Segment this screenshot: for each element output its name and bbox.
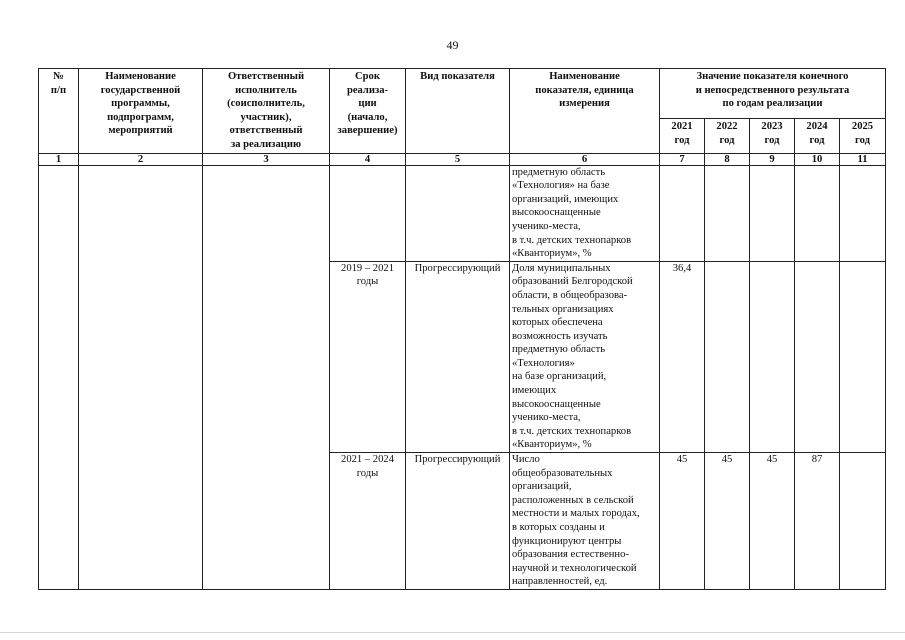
cell-responsible <box>203 165 330 589</box>
cell-period <box>330 165 406 261</box>
cell-indicator-type: Прогрессирующий <box>406 261 510 452</box>
column-number: 6 <box>510 153 660 165</box>
column-number: 8 <box>705 153 750 165</box>
header-indicator-type: Вид показателя <box>406 69 510 154</box>
cell-value <box>705 261 750 452</box>
header-year: 2023 год <box>750 119 795 154</box>
cell-value <box>840 261 886 452</box>
header-year: 2025 год <box>840 119 886 154</box>
header-year: 2024 год <box>795 119 840 154</box>
column-number: 4 <box>330 153 406 165</box>
header-period: Срок реализа- ции (начало, завершение) <box>330 69 406 154</box>
cell-value <box>750 261 795 452</box>
table-row <box>39 165 886 261</box>
cell-value <box>795 261 840 452</box>
cell-value <box>795 165 840 261</box>
header-responsible: Ответственный исполнитель (соисполнитель, участник), ответственный за реализацию <box>203 69 330 154</box>
header-program-name: Наименование государственной программы, подпрограмм, мероприятий <box>79 69 203 154</box>
cell-value <box>840 165 886 261</box>
scan-edge-line <box>0 632 905 633</box>
cell-value: 36,4 <box>660 261 705 452</box>
column-number: 5 <box>406 153 510 165</box>
indicators-table <box>38 68 886 590</box>
cell-period: 2019 – 2021 годы <box>330 261 406 452</box>
cell-indicator-name: предметную область «Технология» на базе организаций, имеющих высокооснащенные ученико-места, в т.ч. детских технопарков «Кванториум», % <box>510 165 660 261</box>
header-indicator-name: Наименование показателя, единица измерения <box>510 69 660 154</box>
cell-indicator-type <box>406 165 510 261</box>
column-number: 1 <box>39 153 79 165</box>
cell-value <box>840 453 886 590</box>
cell-value <box>750 165 795 261</box>
header-row <box>39 69 886 119</box>
column-number: 10 <box>795 153 840 165</box>
cell-period: 2021 – 2024 годы <box>330 453 406 590</box>
cell-program-name <box>79 165 203 589</box>
cell-indicator-type: Прогрессирующий <box>406 453 510 590</box>
header-values-group: Значение показателя конечного и непосредственного результата по годам реализации <box>660 69 886 119</box>
header-year: 2022 год <box>705 119 750 154</box>
cell-number <box>39 165 79 589</box>
cell-value: 45 <box>660 453 705 590</box>
column-number: 9 <box>750 153 795 165</box>
cell-value <box>705 165 750 261</box>
column-numbers-row <box>39 153 886 165</box>
cell-value: 45 <box>705 453 750 590</box>
column-number: 11 <box>840 153 886 165</box>
cell-value <box>660 165 705 261</box>
cell-indicator-name: Доля муниципальных образований Белгородской области, в общеобразова- тельных организациях которых обеспечена возможность изучать предметную область «Технология» на базе организаций, имеющих высокооснащенные ученико-места, в т.ч. детских технопарков «Кванториум», % <box>510 261 660 452</box>
column-number: 7 <box>660 153 705 165</box>
page-number: 49 <box>446 38 459 52</box>
column-number: 3 <box>203 153 330 165</box>
header-year: 2021 год <box>660 119 705 154</box>
cell-value: 45 <box>750 453 795 590</box>
column-number: 2 <box>79 153 203 165</box>
cell-indicator-name: Число общеобразовательных организаций, расположенных в сельской местности и малых городах, в которых созданы и функционируют центры образования естественно- научной и технологической направленностей, ед. <box>510 453 660 590</box>
cell-value: 87 <box>795 453 840 590</box>
header-number: № п/п <box>39 69 79 154</box>
